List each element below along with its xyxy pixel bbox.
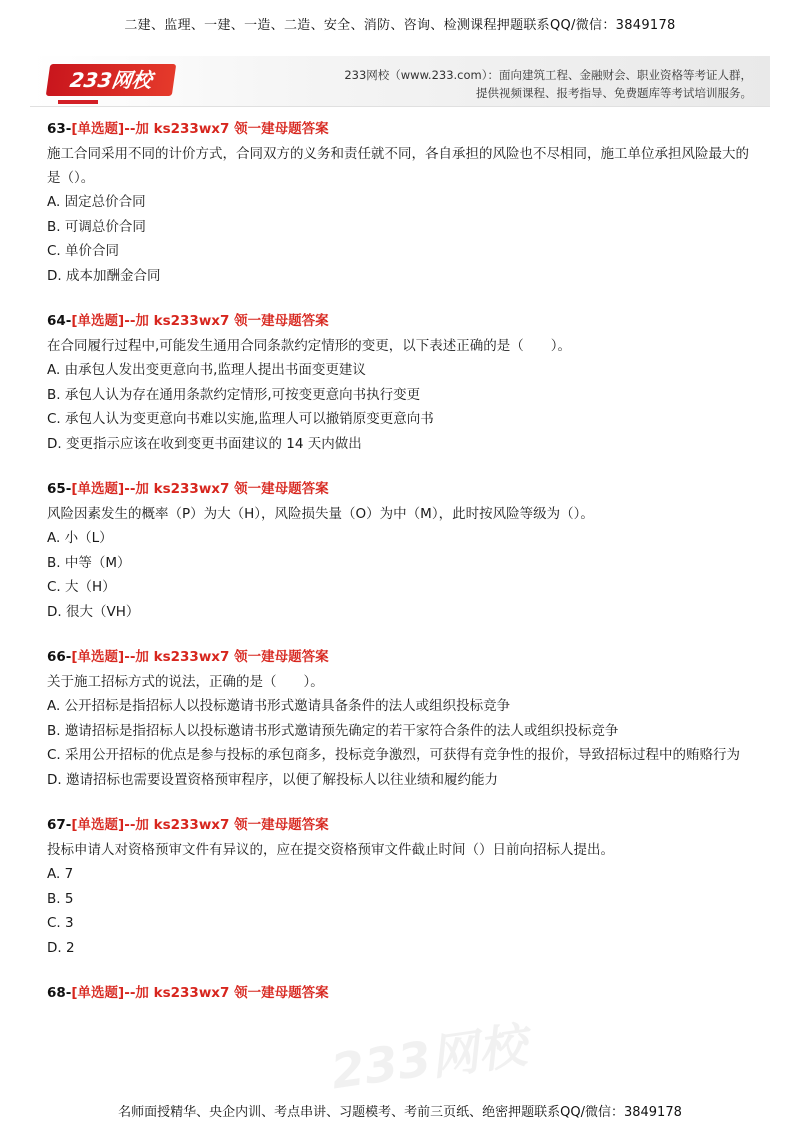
option-d: D. 成本加酬金合同 [47, 267, 161, 284]
question-64 [47, 310, 757, 456]
option-b: B. 中等（M） [47, 554, 131, 571]
option-a: A. 公开招标是指招标人以投标邀请书形式邀请具备条件的法人或组织投标竞争 [47, 698, 511, 714]
question-heading [47, 478, 757, 500]
page-header [30, 56, 770, 107]
site-description-line2: 提供视频课程、报考指导、免费题库等考试培训服务。 [476, 86, 752, 100]
option-d: D. 2 [47, 939, 75, 956]
question-66 [47, 646, 757, 792]
logo-underline [58, 100, 98, 104]
option-a: A. 小（L） [47, 530, 113, 546]
option-c: C. 单价合同 [47, 243, 120, 259]
option-a: A. 由承包人发出变更意向书,监理人提出书面变更建议 [47, 362, 366, 378]
site-description-line1: 233网校（www.233.com）：面向建筑工程、金融财会、职业资格等考证人群， [344, 68, 752, 82]
question-tag: [单选题]--加 ks233wx7 领一建母题答案 [71, 817, 329, 833]
question-heading [47, 982, 757, 1004]
option-b: B. 5 [47, 890, 74, 907]
option-d: D. 变更指示应该在收到变更书面建议的 14 天内做出 [47, 435, 362, 452]
question-heading [47, 814, 757, 836]
option-c: C. 大（H） [47, 579, 116, 595]
question-tag: [单选题]--加 ks233wx7 领一建母题答案 [71, 313, 329, 329]
question-heading [47, 118, 757, 140]
question-heading [47, 310, 757, 332]
question-text: 风险因素发生的概率（P）为大（H），风险损失量（O）为中（M），此时按风险等级为（）。 [47, 506, 594, 522]
option-b: B. 可调总价合同 [47, 218, 146, 235]
question-number: 65- [47, 481, 72, 497]
question-heading [47, 646, 757, 668]
watermark-logo: 233网校 [327, 1017, 530, 1101]
question-text: 在合同履行过程中,可能发生通用合同条款约定情形的变更，以下表述正确的是（ ）。 [47, 338, 572, 354]
question-number: 66- [47, 649, 72, 665]
option-c: C. 采用公开招标的优点是参与投标的承包商多，投标竞争激烈，可获得有竞争性的报价，导致招标过程中的贿赂行为 [47, 747, 741, 763]
option-d: D. 很大（VH） [47, 603, 140, 620]
option-c: C. 3 [47, 915, 74, 931]
question-tag: [单选题]--加 ks233wx7 领一建母题答案 [71, 481, 329, 497]
question-number: 67- [47, 817, 72, 833]
top-banner: 二建、监理、一建、一造、二造、安全、消防、咨询、检测课程押题联系QQ/微信：3849178 [124, 18, 676, 33]
question-text: 施工合同采用不同的计价方式，合同双方的义务和责任就不同，各自承担的风险也不尽相同，施工单位承担风险最大的是（）。 [47, 146, 749, 186]
option-c: C. 承包人认为变更意向书难以实施,监理人可以撤销原变更意向书 [47, 411, 434, 427]
question-68 [47, 982, 757, 1004]
question-number: 64- [47, 313, 72, 329]
page-footer: 名师面授精华、央企内训、考点串讲、习题模考、考前三页纸、绝密押题联系QQ/微信：3849178 [118, 1105, 682, 1120]
question-tag: [单选题]--加 ks233wx7 领一建母题答案 [71, 985, 329, 1001]
question-tag: [单选题]--加 ks233wx7 领一建母题答案 [71, 649, 329, 665]
site-description [344, 66, 752, 102]
question-text: 投标申请人对资格预审文件有异议的，应在提交资格预审文件截止时间（）日前向招标人提出。 [47, 842, 614, 858]
site-logo[interactable]: 233网校 [46, 64, 176, 96]
option-a: A. 固定总价合同 [47, 194, 146, 210]
question-list [47, 118, 757, 1026]
question-number: 63- [47, 121, 72, 137]
question-tag: [单选题]--加 ks233wx7 领一建母题答案 [71, 121, 329, 137]
option-b: B. 承包人认为存在通用条款约定情形,可按变更意向书执行变更 [47, 386, 421, 403]
question-number: 68- [47, 985, 72, 1001]
option-a: A. 7 [47, 866, 74, 882]
option-b: B. 邀请招标是指招标人以投标邀请书形式邀请预先确定的若干家符合条件的法人或组织投标竞争 [47, 722, 619, 739]
question-67 [47, 814, 757, 960]
question-63 [47, 118, 757, 288]
question-text: 关于施工招标方式的说法，正确的是（ ）。 [47, 674, 324, 690]
option-d: D. 邀请招标也需要设置资格预审程序，以便了解投标人以往业绩和履约能力 [47, 771, 498, 788]
question-65 [47, 478, 757, 624]
